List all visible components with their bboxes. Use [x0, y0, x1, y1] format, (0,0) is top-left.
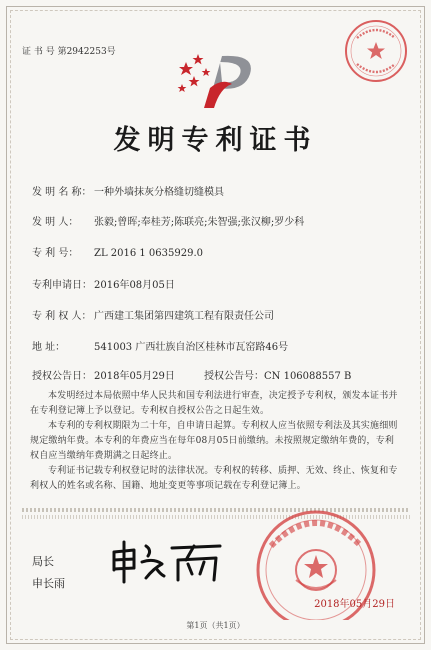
field-inventors — [32, 213, 304, 228]
certificate-number: 证 书 号 第2942253号 — [22, 47, 116, 57]
director-name: 申长雨 — [32, 577, 65, 590]
field-label: 专 利 号： — [32, 248, 79, 259]
grant-number-value: CN 106088557 B — [264, 371, 352, 382]
field-address — [32, 338, 288, 353]
certificate-body — [30, 389, 402, 494]
field-patentee — [32, 307, 274, 322]
director-signature-icon — [108, 538, 228, 588]
field-value: ZL 2016 1 0635929.0 — [94, 248, 204, 259]
page-title: 发明专利证书 — [113, 125, 318, 156]
field-label: 专利申请日： — [32, 280, 92, 291]
field-value: 广西建工集团第四建筑工程有限责任公司 — [94, 311, 274, 322]
field-value: 张毅;曾晖;奉桂芳;陈联亮;朱智强;张汉柳;罗少科 — [94, 217, 305, 228]
field-value: 541003 广西壮族自治区桂林市瓦窑路46号 — [94, 342, 289, 353]
field-invention-name — [32, 183, 224, 198]
field-label: 发 明 名 称： — [32, 187, 92, 198]
field-patent-number — [32, 244, 203, 259]
field-label: 地 址： — [32, 342, 66, 353]
field-value: 一种外墙抹灰分格缝切缝模具 — [94, 187, 224, 198]
field-value: 2016年08月05日 — [94, 280, 175, 291]
director-title: 局长 — [32, 555, 54, 568]
field-label: 专 利 权 人： — [32, 311, 92, 322]
grant-publication-line — [32, 367, 351, 382]
field-label: 发 明 人： — [32, 217, 79, 228]
top-seal-icon — [343, 18, 409, 88]
seal-date: 2018年05月29日 — [314, 599, 395, 610]
grant-number-label: 授权公告号： — [204, 371, 264, 382]
paragraph-2: 本专利的专利权期限为二十年，自申请日起算。专利权人应当依照专利法及其实施细则规定缴纳年费。本专利的年费应当在每年08月05日前缴纳。未按照规定缴纳年费的，专利权自应当缴纳年费期满之日起终止。 — [30, 421, 398, 461]
cnipa-logo-icon — [170, 48, 262, 114]
paragraph-1: 本发明经过本局依照中华人民共和国专利法进行审查，决定授予专利权，颁发本证书并在专利登记簿上予以登记。专利权自授权公告之日起生效。 — [30, 391, 398, 416]
field-application-date — [32, 276, 175, 291]
grant-date-value: 2018年05月29日 — [94, 371, 175, 382]
grant-date-label: 授权公告日： — [32, 371, 92, 382]
paragraph-3: 专利证书记载专利权登记时的法律状况。专利权的转移、质押、无效、终止、恢复和专利权人的姓名或名称、国籍、地址变更等事项记载在专利登记簿上。 — [30, 466, 398, 491]
page-footer: 第1页（共1页） — [186, 621, 245, 630]
